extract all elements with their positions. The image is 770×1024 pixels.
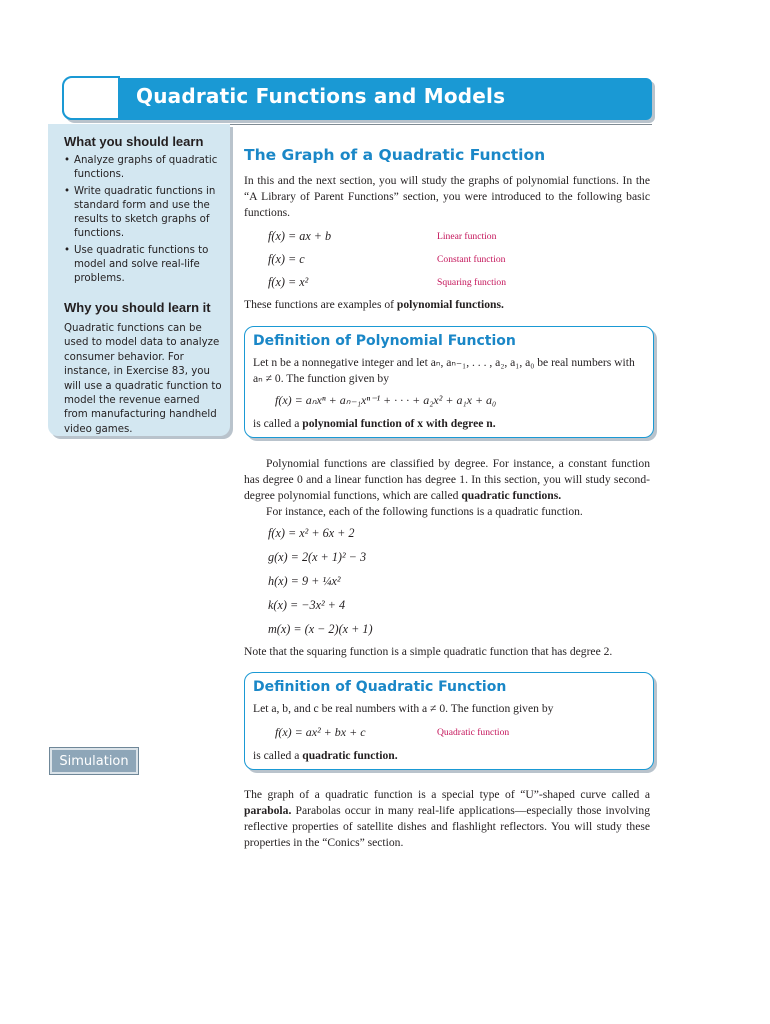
section-title: The Graph of a Quadratic Function [244, 146, 546, 164]
intro-paragraph: In this and the next section, you will study the graphs of polynomial functions. In the “A Library of Parent Functions” section, you were introduced to the following basic functions. [244, 174, 650, 219]
parabola-text-end: Parabolas occur in many real-life applications—especially those involving reflective properties of satellite dishes and flashlight reflectors. You will study these properties in the “Conics” section. [244, 804, 650, 849]
classify-paragraph-2: For instance, each of the following functions is a quadratic function. [266, 505, 583, 518]
examples-text: These functions are examples of [244, 298, 397, 311]
quadratic-example: k(x) = −3x² + 4 [268, 598, 346, 612]
conclusion-text: is called a [253, 749, 303, 762]
polynomial-definition-title: Definition of Polynomial Function [253, 333, 516, 349]
page-title: Quadratic Functions and Models [136, 84, 506, 108]
header-divider [230, 124, 652, 125]
learn-item: • Write quadratic functions in standard form and use the results to sketch graphs of functions. [64, 185, 220, 241]
conclusion-bold: quadratic function. [302, 749, 398, 762]
basic-function-label: Linear function [437, 231, 497, 242]
classify-text: Polynomial functions are classified by degree. For instance, a constant function has degree 0 and a linear function has degree 1. In this section, you will study second-degree polynomial functions, which are called [244, 457, 650, 502]
basic-function-label: Constant function [437, 254, 506, 265]
polynomial-definition-text: Let n be a nonnegative integer and let aₙ, aₙ₋₁, . . . , a₂, a₁, a₀ be real numbers with aₙ ≠ 0. The function given by [253, 356, 635, 385]
polynomial-definition-conclusion [253, 417, 496, 430]
learn-item: • Use quadratic functions to model and solve real-life problems. [64, 244, 220, 286]
polynomial-formula: f(x) = aₙxⁿ + aₙ₋₁xⁿ⁻¹ + · · · + a₂x² + a₁x + a₀ [275, 393, 497, 407]
learn-item: • Analyze graphs of quadratic functions. [64, 154, 220, 182]
examples-bold: polynomial functions. [396, 298, 504, 311]
quadratic-example: m(x) = (x − 2)(x + 1) [268, 622, 373, 636]
sidebar [48, 124, 230, 436]
learn-list [64, 154, 220, 289]
quadratic-definition-text: Let a, b, and c be real numbers with a ≠ 0. The function given by [253, 702, 554, 715]
parabola-text: The graph of a quadratic function is a special type of “U”-shaped curve called a [244, 788, 650, 801]
basic-function-label: Squaring function [437, 277, 507, 288]
examples-sentence [244, 297, 650, 313]
why-heading: Why you should learn it [64, 300, 211, 315]
quadratic-formula: f(x) = ax² + bx + c [275, 725, 366, 739]
quadratic-definition-title: Definition of Quadratic Function [253, 679, 507, 695]
basic-function-expr: f(x) = c [268, 252, 305, 266]
header-tab [62, 76, 120, 120]
squaring-note: Note that the squaring function is a simple quadratic function that has degree 2. [244, 645, 613, 658]
basic-function-expr: f(x) = x² [268, 275, 309, 289]
parabola-bold: parabola. [244, 804, 292, 817]
quadratic-definition-box [244, 672, 654, 770]
quadratic-definition-conclusion [253, 749, 398, 762]
conclusion-bold: polynomial function of x with degree n. [302, 417, 496, 430]
why-text: Quadratic functions can be used to model data to analyze consumer behavior. For instance, in Exercise 83, you will use a quadratic function to model the revenue earned from manufacturing handheld video games. [64, 323, 222, 435]
basic-function-expr: f(x) = ax + b [268, 229, 332, 243]
quadratic-formula-label: Quadratic function [437, 727, 510, 738]
classify-bold: quadratic functions. [461, 489, 562, 502]
polynomial-definition-box [244, 326, 654, 438]
conclusion-text: is called a [253, 417, 303, 430]
quadratic-example: h(x) = 9 + ¼x² [268, 574, 341, 588]
learn-heading: What you should learn [64, 134, 204, 149]
quadratic-example: g(x) = 2(x + 1)² − 3 [268, 550, 367, 564]
simulation-button[interactable]: Simulation [50, 748, 138, 774]
classify-paragraph [244, 456, 650, 504]
parabola-paragraph [244, 787, 650, 851]
quadratic-example: f(x) = x² + 6x + 2 [268, 526, 355, 540]
